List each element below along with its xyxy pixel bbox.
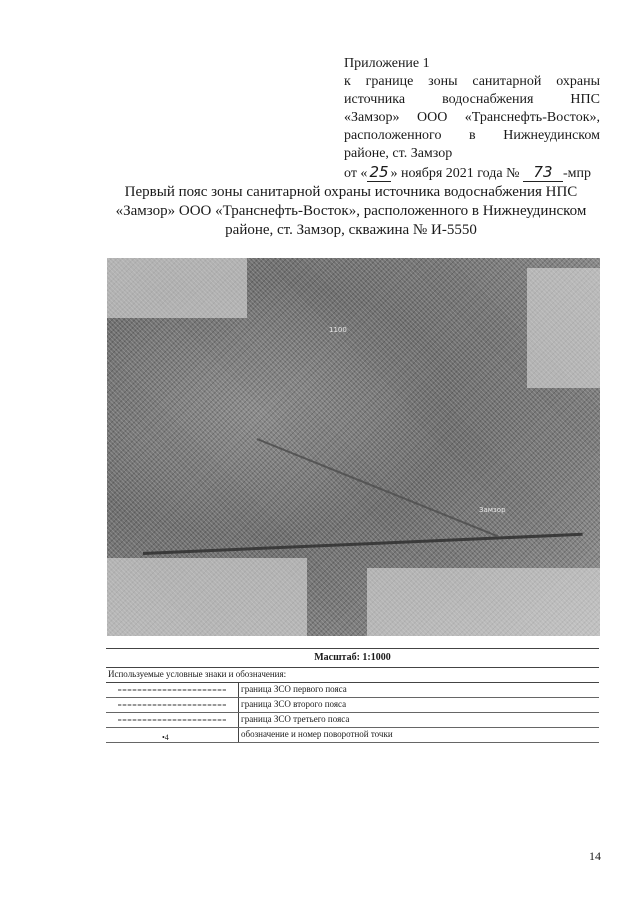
point-symbol: •4 xyxy=(162,733,169,742)
appendix-title: Приложение 1 xyxy=(344,56,430,71)
legend-row xyxy=(106,698,599,713)
legend-row xyxy=(106,728,599,743)
legend-label: обозначение и номер поворотной точки xyxy=(241,729,393,739)
appendix-header xyxy=(344,55,600,183)
legend-symbol xyxy=(106,713,239,727)
map-image xyxy=(107,258,600,636)
appendix-date: от « 25 » ноября 2021 года № 73 -мпр xyxy=(344,163,591,181)
legend-label: граница ЗСО второго пояса xyxy=(241,699,347,709)
legend-header: Используемые условные знаки и обозначения: xyxy=(106,668,599,683)
map-road xyxy=(257,438,499,537)
legend-table xyxy=(106,648,599,743)
page-number: 14 xyxy=(589,849,601,863)
appendix-line: расположенного в Нижнеудинском xyxy=(344,128,600,143)
handwritten-number: 73 xyxy=(523,163,563,182)
legend-row xyxy=(106,713,599,728)
document-title: Первый пояс зоны санитарной охраны источника водоснабжения НПС «Замзор» ООО «Транснефть-Восток», расположенного в Нижнеудинском районе, ст. Замзор, скважина № И-5550 xyxy=(115,184,587,238)
legend-symbol xyxy=(106,698,239,712)
legend-label: граница ЗСО третьего пояса xyxy=(241,714,350,724)
map-scale: Масштаб: 1:1000 xyxy=(106,649,599,668)
appendix-line: «Замзор» ООО «Транснефть-Восток», xyxy=(344,110,600,125)
map-area xyxy=(527,268,600,388)
appendix-line: источника водоснабжения НПС xyxy=(344,92,600,107)
legend-symbol xyxy=(106,728,239,742)
map-area xyxy=(107,558,307,636)
map-label: 1100 xyxy=(329,326,347,334)
appendix-line: к границе зоны санитарной охраны xyxy=(344,74,600,89)
map-area xyxy=(107,258,247,318)
appendix-line: районе, ст. Замзор xyxy=(344,146,453,161)
map-road xyxy=(143,533,583,555)
legend-symbol xyxy=(106,683,239,697)
legend-label: граница ЗСО первого пояса xyxy=(241,684,347,694)
map-label: Замзор xyxy=(479,506,506,514)
map-area xyxy=(367,568,600,636)
handwritten-day: 25 xyxy=(369,163,389,181)
legend-row xyxy=(106,683,599,698)
